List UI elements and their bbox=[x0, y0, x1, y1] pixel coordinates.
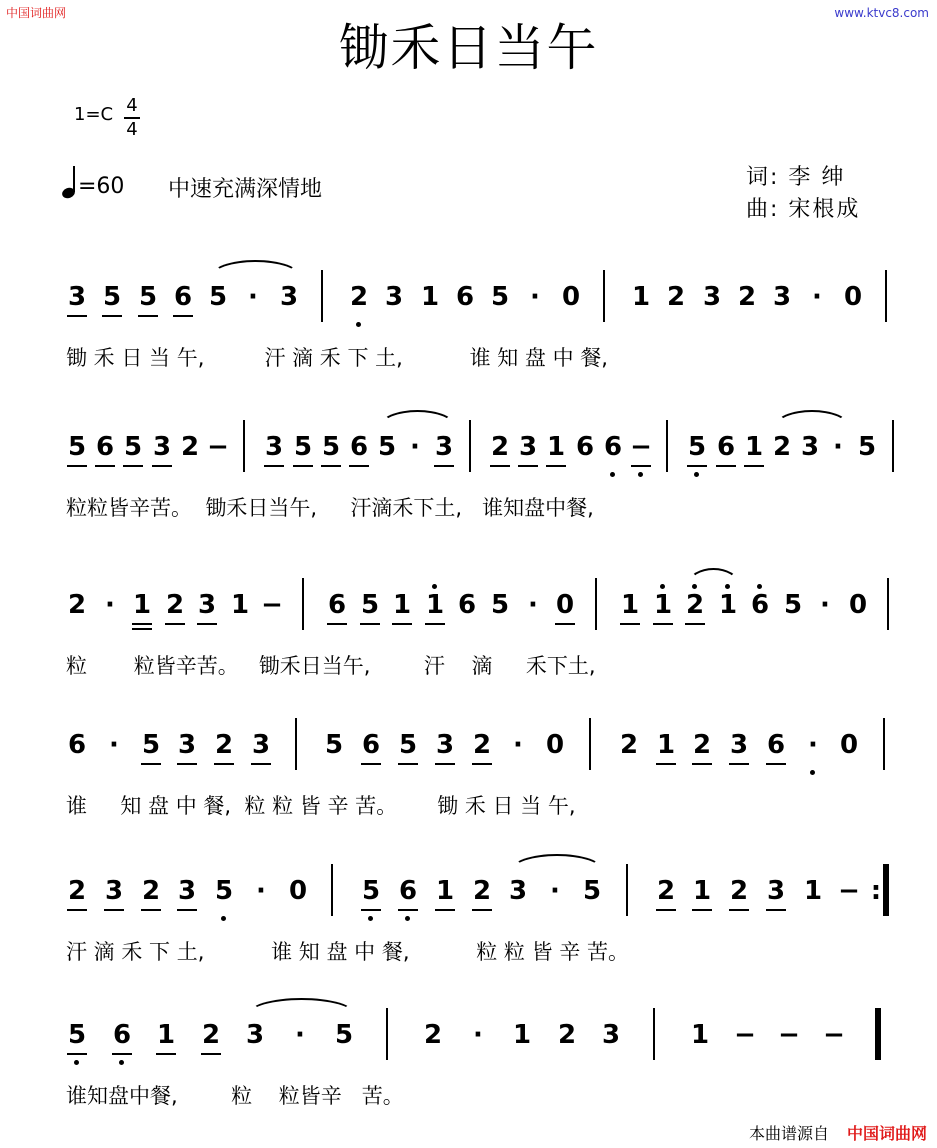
tie-arc bbox=[511, 854, 603, 886]
note: 0 bbox=[848, 590, 868, 620]
note: 0 bbox=[288, 876, 308, 906]
dash-note: − bbox=[207, 432, 229, 462]
time-bottom: 4 bbox=[126, 119, 138, 140]
note: 2 bbox=[180, 432, 200, 462]
note: 3 bbox=[177, 730, 197, 760]
bar-line bbox=[603, 270, 605, 322]
notes-row-6 bbox=[66, 1020, 914, 1060]
footer bbox=[749, 1121, 927, 1144]
note: 2 bbox=[67, 876, 87, 906]
note: 6 bbox=[361, 730, 381, 760]
dot-note: · bbox=[109, 730, 119, 760]
note: 5 bbox=[360, 590, 380, 620]
dash-note: − bbox=[823, 1020, 845, 1050]
score-row-5 bbox=[66, 876, 914, 964]
note: 1 bbox=[803, 876, 823, 906]
notes-row-2 bbox=[66, 432, 914, 472]
dot-note: · bbox=[256, 876, 266, 906]
lyric-row-4: 谁 知 盘 中 餐, 粒 粒 皆 辛 苦。 锄 禾 日 当 午, bbox=[66, 794, 576, 818]
dash-note: − bbox=[734, 1020, 756, 1050]
note: 2 bbox=[423, 1020, 443, 1050]
dot-note: · bbox=[410, 432, 420, 462]
note: 0 bbox=[555, 590, 575, 620]
note: 2 bbox=[692, 730, 712, 760]
note: 6 bbox=[398, 876, 418, 906]
note: 5 bbox=[67, 1020, 87, 1050]
lyric-row-1: 锄 禾 日 当 午, 汗 滴 禾 下 土, 谁 知 盘 中 餐, bbox=[66, 346, 608, 370]
note: 6 bbox=[766, 730, 786, 760]
note: 2 bbox=[214, 730, 234, 760]
note: 5 bbox=[687, 432, 707, 462]
lyric-row-5: 汗 滴 禾 下 土, 谁 知 盘 中 餐, 粒 粒 皆 辛 苦。 bbox=[66, 940, 629, 964]
note: 1 bbox=[230, 590, 250, 620]
note: 2 bbox=[685, 590, 705, 620]
footer-source: 本曲谱源自 bbox=[748, 1124, 829, 1143]
note: 2 bbox=[666, 282, 686, 312]
note: 3 bbox=[434, 432, 454, 462]
time-signature bbox=[124, 96, 140, 140]
note: 5 bbox=[857, 432, 877, 462]
note: 5 bbox=[377, 432, 397, 462]
bar-line bbox=[589, 718, 591, 770]
bar-line bbox=[295, 718, 297, 770]
lyric-row-2: 粒粒皆辛苦。 锄禾日当午, 汗滴禾下土, 谁知盘中餐, bbox=[66, 496, 594, 520]
dot-note: · bbox=[105, 590, 115, 620]
note: 3 bbox=[279, 282, 299, 312]
dot-note: · bbox=[812, 282, 822, 312]
tie-arc bbox=[775, 410, 849, 442]
note: 6 bbox=[112, 1020, 132, 1050]
note: 1 bbox=[132, 590, 152, 620]
dot-note: · bbox=[550, 876, 560, 906]
bar-line bbox=[243, 420, 245, 472]
score-row-2 bbox=[66, 432, 914, 520]
note: 2 bbox=[141, 876, 161, 906]
dot-note: · bbox=[820, 590, 830, 620]
bar-line bbox=[653, 1008, 655, 1060]
note: 1 bbox=[744, 432, 764, 462]
site-logo-left: 中国词曲网 bbox=[6, 6, 67, 20]
note: 1 bbox=[656, 730, 676, 760]
song-title: 锄禾日当午 bbox=[338, 19, 599, 77]
note: 6 bbox=[327, 590, 347, 620]
bar-line bbox=[887, 578, 889, 630]
tie-arc bbox=[211, 260, 300, 292]
note: 6 bbox=[457, 590, 477, 620]
note: 2 bbox=[737, 282, 757, 312]
score-row-3 bbox=[66, 590, 914, 678]
note: 2 bbox=[67, 590, 87, 620]
note: 1 bbox=[435, 876, 455, 906]
lyric-row-6: 谁知盘中餐, 粒 粒皆辛 苦。 bbox=[66, 1084, 404, 1108]
note: 5 bbox=[141, 730, 161, 760]
note: 3 bbox=[435, 730, 455, 760]
note: 2 bbox=[772, 432, 792, 462]
note: 1 bbox=[692, 876, 712, 906]
note: 6 bbox=[750, 590, 770, 620]
note: 2 bbox=[656, 876, 676, 906]
tie-arc bbox=[688, 568, 739, 600]
note: 6 bbox=[349, 432, 369, 462]
bar-line bbox=[666, 420, 668, 472]
dot-note: · bbox=[473, 1020, 483, 1050]
note: 5 bbox=[138, 282, 158, 312]
note: 1 bbox=[631, 282, 651, 312]
note: 1 bbox=[420, 282, 440, 312]
site-url[interactable]: www.ktvc8.com bbox=[834, 6, 929, 20]
note: 1 bbox=[392, 590, 412, 620]
note: 3 bbox=[508, 876, 528, 906]
note: 5 bbox=[490, 590, 510, 620]
score-row-1 bbox=[66, 282, 914, 370]
note: 1 bbox=[620, 590, 640, 620]
note: 3 bbox=[800, 432, 820, 462]
notes-row-1 bbox=[66, 282, 914, 322]
note: 0 bbox=[839, 730, 859, 760]
score-row-6 bbox=[66, 1020, 914, 1108]
note: 3 bbox=[264, 432, 284, 462]
lyric-row-3: 粒 粒皆辛苦。 锄禾日当午, 汗 滴 禾下土, bbox=[66, 654, 596, 678]
tie-arc bbox=[380, 410, 455, 442]
notes-row-3 bbox=[66, 590, 914, 630]
notes-row-4 bbox=[66, 730, 914, 770]
note: 5 bbox=[398, 730, 418, 760]
note: 1 bbox=[546, 432, 566, 462]
note: 5 bbox=[334, 1020, 354, 1050]
note: 3 bbox=[518, 432, 538, 462]
composer-credit: 曲: 宋根成 bbox=[746, 197, 861, 222]
note: 5 bbox=[293, 432, 313, 462]
note: 5 bbox=[324, 730, 344, 760]
note: 3 bbox=[67, 282, 87, 312]
bar-line bbox=[386, 1008, 388, 1060]
lyricist-credit: 词: 李 绅 bbox=[746, 165, 846, 190]
note: 3 bbox=[251, 730, 271, 760]
note: 2 bbox=[165, 590, 185, 620]
note: 5 bbox=[102, 282, 122, 312]
dot-note: · bbox=[528, 590, 538, 620]
bar-line bbox=[469, 420, 471, 472]
bar-line bbox=[626, 864, 628, 916]
note: 3 bbox=[104, 876, 124, 906]
note: 6 bbox=[95, 432, 115, 462]
bar-line bbox=[595, 578, 597, 630]
note: 0 bbox=[545, 730, 565, 760]
note: 2 bbox=[729, 876, 749, 906]
note: 1 bbox=[653, 590, 673, 620]
note: 1 bbox=[718, 590, 738, 620]
score-row-4 bbox=[66, 730, 914, 818]
dash-note: − bbox=[778, 1020, 800, 1050]
footer-brand[interactable]: 中国词曲网 bbox=[846, 1124, 927, 1143]
note: 5 bbox=[783, 590, 803, 620]
note: 2 bbox=[490, 432, 510, 462]
note: 3 bbox=[384, 282, 404, 312]
dash-note: − bbox=[630, 432, 652, 462]
note: 6 bbox=[67, 730, 87, 760]
note: 0 bbox=[561, 282, 581, 312]
bar-line bbox=[302, 578, 304, 630]
tempo-value: =60 bbox=[78, 174, 125, 199]
time-top: 4 bbox=[126, 95, 138, 116]
note: 5 bbox=[123, 432, 143, 462]
repeat-sign: : bbox=[870, 876, 882, 906]
bar-line bbox=[883, 718, 885, 770]
key-signature: 1=C bbox=[74, 104, 114, 125]
note: 3 bbox=[601, 1020, 621, 1050]
end-bar-line bbox=[875, 1008, 881, 1060]
bar-line bbox=[892, 420, 894, 472]
note: 2 bbox=[557, 1020, 577, 1050]
note: 5 bbox=[67, 432, 87, 462]
note: 1 bbox=[690, 1020, 710, 1050]
note: 3 bbox=[177, 876, 197, 906]
note: 1 bbox=[512, 1020, 532, 1050]
dash-note: − bbox=[838, 876, 860, 906]
note: 2 bbox=[472, 876, 492, 906]
note: 6 bbox=[603, 432, 623, 462]
note: 3 bbox=[702, 282, 722, 312]
note: 5 bbox=[208, 282, 228, 312]
note: 5 bbox=[361, 876, 381, 906]
dot-note: · bbox=[833, 432, 843, 462]
note: 6 bbox=[716, 432, 736, 462]
dot-note: · bbox=[295, 1020, 305, 1050]
tie-arc bbox=[248, 998, 355, 1030]
note: 2 bbox=[472, 730, 492, 760]
notes-row-5 bbox=[66, 876, 914, 916]
note: 2 bbox=[619, 730, 639, 760]
note: 6 bbox=[173, 282, 193, 312]
note: 3 bbox=[772, 282, 792, 312]
note: 5 bbox=[582, 876, 602, 906]
note: 3 bbox=[766, 876, 786, 906]
dot-note: · bbox=[513, 730, 523, 760]
bar-line bbox=[331, 864, 333, 916]
note: 1 bbox=[425, 590, 445, 620]
note: 3 bbox=[729, 730, 749, 760]
note: 6 bbox=[575, 432, 595, 462]
dot-note: · bbox=[802, 730, 824, 760]
note: 5 bbox=[214, 876, 234, 906]
dot-note: · bbox=[248, 282, 258, 312]
expression-mark: 中速充满深情地 bbox=[168, 177, 323, 202]
note: 5 bbox=[490, 282, 510, 312]
bar-line bbox=[321, 270, 323, 322]
dot-note: · bbox=[530, 282, 540, 312]
bar-line bbox=[885, 270, 887, 322]
note: 2 bbox=[201, 1020, 221, 1050]
note: 3 bbox=[197, 590, 217, 620]
note: 3 bbox=[152, 432, 172, 462]
dash-note: − bbox=[261, 590, 283, 620]
note: 1 bbox=[156, 1020, 176, 1050]
note: 6 bbox=[455, 282, 475, 312]
note: 0 bbox=[843, 282, 863, 312]
note: 5 bbox=[321, 432, 341, 462]
note: 2 bbox=[349, 282, 369, 312]
note: 3 bbox=[245, 1020, 265, 1050]
